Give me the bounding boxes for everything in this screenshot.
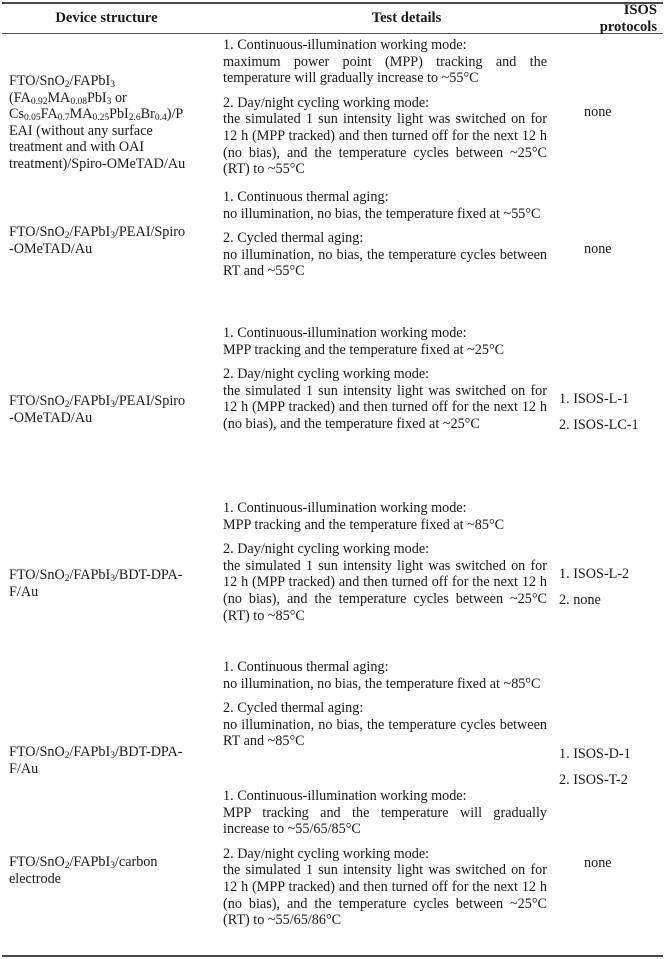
test-details-cell [223, 500, 547, 632]
test-mode-description: MPP tracking and the temperature fixed at ~25°C [223, 341, 505, 358]
test-mode-description: the simulated 1 sun intensity light was switched on for 12 h (MPP tracked) and then turned off for the next 12 h (no bias), and the temperature cycles between ~25°C (RT) to ~55/65/86°C [223, 862, 547, 929]
test-mode-description: the simulated 1 sun intensity light was switched on for 12 h (MPP tracked) and then turned off for the next 12 h (no bias), and the temperature cycles between ~25°C (RT) to ~85°C [223, 557, 547, 624]
test-mode-block [223, 500, 547, 533]
test-mode-description: the simulated 1 sun intensity light was switched on for 12 h (MPP tracked) and then turned off for the next 12 h (no bias), and the temperature cycles between ~25°C (RT) to ~55°C [223, 111, 547, 178]
isos-protocols-cell [559, 855, 665, 881]
table-row [2, 788, 663, 938]
test-mode-description: maximum power point (MPP) tracking and the temperature will gradually increase to ~55°C [223, 53, 547, 87]
table-row [2, 659, 663, 788]
isos-protocols-cell [559, 566, 663, 617]
test-details-cell [223, 37, 547, 186]
test-mode-title: 2. Cycled thermal aging: [223, 230, 364, 247]
test-details-cell [223, 788, 547, 937]
test-mode-block [223, 37, 547, 87]
isos-protocol-item: 2. ISOS-LC-1 [559, 416, 639, 433]
test-mode-block [223, 541, 547, 624]
bottom-rule [2, 955, 663, 957]
table-row [2, 325, 663, 475]
test-mode-description: MPP tracking and the temperature will gradually increase to ~55/65/85°C [223, 804, 547, 838]
test-mode-title: 1. Continuous-illumination working mode: [223, 325, 467, 341]
isos-protocols-cell [559, 104, 665, 130]
header-rule [2, 33, 663, 34]
header-device-structure: Device structure [55, 10, 158, 27]
header-isos-protocols: ISOS protocols [599, 1, 657, 35]
table-header [2, 1, 663, 35]
isos-protocol-item: 1. ISOS-L-2 [559, 566, 630, 582]
isos-protocols-cell [559, 241, 665, 267]
device-structure-cell: FTO/SnO$_2$/FAPbI$_3$ ($FA_{0.92}MA_{0.08}PbI_3$ or $Cs_{0.05}FA_{0.7}MA_{0.25}PbI_{2.6}Br_{0.4})/P$ EAI (without any surface treatment and with OAI treatment)/Spiro-OMeTAD/Au [9, 73, 186, 172]
test-mode-description: no illumination, no bias, the temperature cycles between RT and ~55°C [223, 246, 547, 280]
test-mode-block [223, 325, 547, 358]
test-mode-title: 1. Continuous thermal aging: [223, 659, 389, 675]
test-mode-title: 1. Continuous-illumination working mode: [223, 788, 467, 804]
test-mode-title: 2. Cycled thermal aging: [223, 700, 364, 717]
test-mode-block [223, 366, 547, 432]
test-mode-description: no illumination, no bias, the temperature cycles between RT and ~85°C [223, 716, 547, 750]
test-mode-block [223, 788, 547, 838]
device-structure-cell: FTO/SnO$_2$/FAPbI$_3$/carbon electrode [9, 854, 158, 887]
table-row [2, 37, 663, 187]
device-structure-cell: FTO/SnO$_2$/FAPbI$_3$/BDT-DPA- F/Au [9, 567, 183, 600]
test-mode-block [223, 95, 547, 178]
isos-protocol-item: none [584, 855, 612, 871]
test-mode-block [223, 189, 547, 222]
test-mode-block [223, 700, 547, 750]
test-mode-block [223, 230, 547, 280]
test-mode-title: 1. Continuous-illumination working mode: [223, 500, 467, 516]
test-mode-title: 1. Continuous thermal aging: [223, 189, 389, 205]
isos-protocol-item: none [584, 241, 612, 257]
test-mode-description: no illumination, no bias, the temperature fixed at ~85°C [223, 675, 541, 692]
test-mode-title: 2. Day/night cycling working mode: [223, 541, 430, 558]
test-mode-title: 2. Day/night cycling working mode: [223, 366, 430, 383]
table-row [2, 500, 663, 650]
test-mode-description: no illumination, no bias, the temperature fixed at ~55°C [223, 205, 541, 222]
test-mode-block [223, 846, 547, 929]
test-mode-title: 1. Continuous-illumination working mode: [223, 37, 467, 53]
test-details-cell [223, 659, 547, 758]
isos-protocols-cell [559, 391, 663, 442]
table-row [2, 189, 663, 316]
test-mode-description: MPP tracking and the temperature fixed at ~85°C [223, 516, 505, 533]
isos-protocol-item: none [584, 104, 612, 120]
isos-protocol-item: 1. ISOS-D-1 [559, 746, 631, 762]
isos-protocol-item: 2. ISOS-T-2 [559, 771, 628, 788]
header-test-details: Test details [371, 10, 442, 27]
device-structure-cell: FTO/SnO$_2$/FAPbI$_3$/PEAI/Spiro -OMeTAD/Au [9, 393, 186, 426]
test-mode-title: 2. Day/night cycling working mode: [223, 94, 430, 111]
test-mode-block [223, 659, 547, 692]
test-details-cell [223, 325, 547, 441]
device-structure-cell: FTO/SnO$_2$/FAPbI$_3$/PEAI/Spiro -OMeTAD/Au [9, 224, 186, 257]
test-mode-title: 2. Day/night cycling working mode: [223, 845, 430, 862]
test-mode-description: the simulated 1 sun intensity light was switched on for 12 h (MPP tracked) and then turned off for the next 12 h (no bias), and the temperature fixed at ~25°C [223, 382, 547, 432]
isos-protocol-table [2, 2, 663, 34]
isos-protocol-item: 1. ISOS-L-1 [559, 391, 630, 407]
device-structure-cell: FTO/SnO$_2$/FAPbI$_3$/BDT-DPA- F/Au [9, 744, 183, 777]
isos-protocol-item: 2. none [559, 591, 601, 608]
test-details-cell [223, 189, 547, 288]
